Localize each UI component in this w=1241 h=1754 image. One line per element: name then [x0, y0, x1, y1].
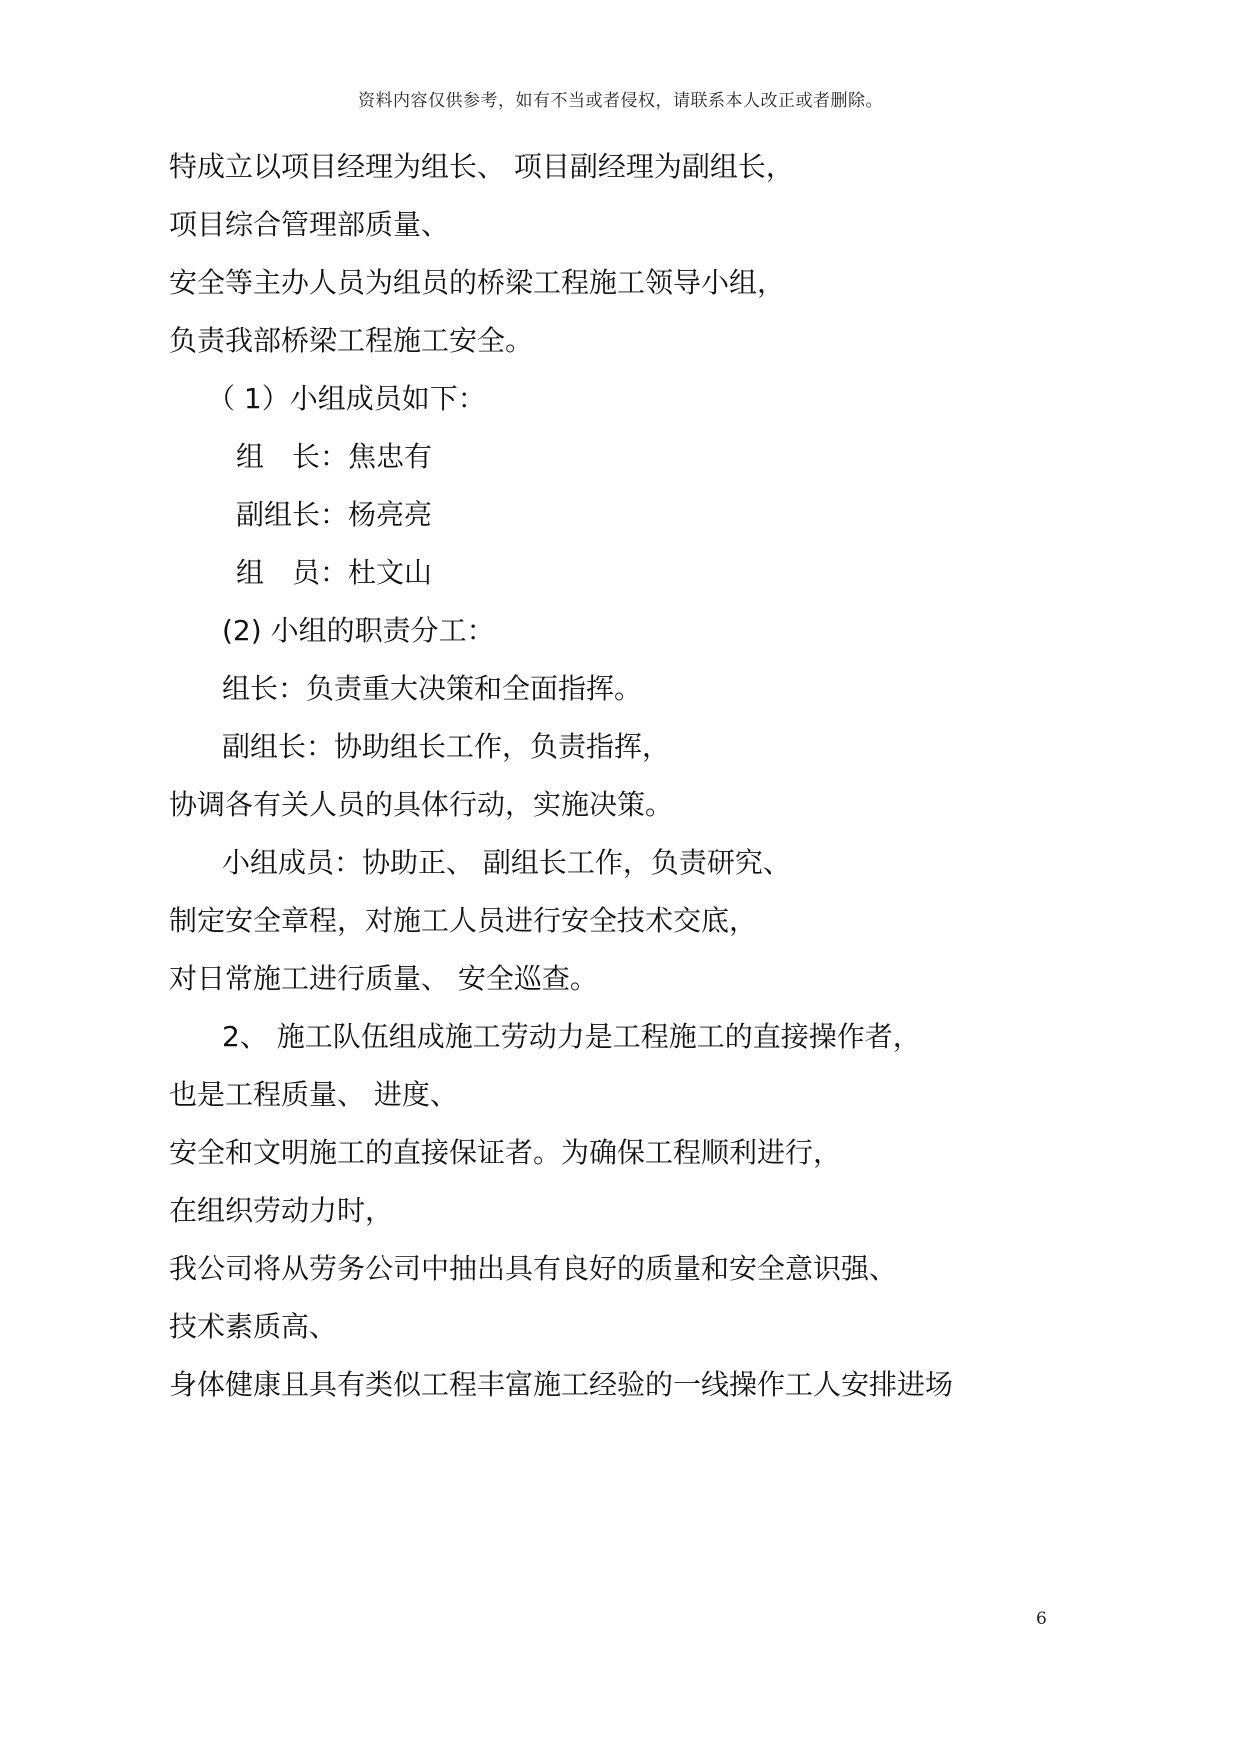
body-line-3: 安全等主办人员为组员的桥梁工程施工领导小组，: [169, 266, 786, 299]
body-line-6: 组 长：焦忠有: [236, 440, 433, 473]
body-line-20: 我公司将从劳务公司中抽出具有良好的质量和安全意识强、: [169, 1252, 898, 1285]
body-line-2: 项目综合管理部质量、: [169, 208, 450, 241]
body-line-22: 身体健康且具有类似工程丰富施工经验的一线操作工人安排进场: [169, 1368, 954, 1401]
body-line-16: 2、 施工队伍组成施工劳动力是工程施工的直接操作者，: [222, 1020, 921, 1053]
body-line-4: 负责我部桥梁工程施工安全。: [169, 324, 534, 357]
body-line-15: 对日常施工进行质量、 安全巡查。: [169, 962, 598, 995]
body-line-7: 副组长：杨亮亮: [236, 498, 433, 531]
body-line-11: 副组长：协助组长工作，负责指挥，: [222, 730, 671, 763]
body-line-10: 组长：负责重大决策和全面指挥。: [222, 672, 643, 705]
body-line-9: (2) 小组的职责分工：: [222, 614, 495, 647]
body-line-8: 组 员：杜文山: [236, 556, 433, 589]
body-line-18: 安全和文明施工的直接保证者。为确保工程顺利进行，: [169, 1136, 842, 1169]
body-line-21: 技术素质高、: [169, 1310, 338, 1343]
body-line-1: 特成立以项目经理为组长、 项目副经理为副组长，: [169, 150, 794, 183]
body-line-13: 小组成员：协助正、 副组长工作，负责研究、: [222, 846, 791, 879]
body-line-5: （ 1）小组成员如下：: [207, 382, 486, 415]
page-number: 6: [1036, 1609, 1047, 1629]
body-line-12: 协调各有关人员的具体行动，实施决策。: [169, 788, 674, 821]
body-line-14: 制定安全章程，对施工人员进行安全技术交底，: [169, 904, 758, 937]
header-disclaimer: 资料内容仅供参考，如有不当或者侵权，请联系本人改正或者删除。: [358, 91, 883, 111]
body-line-19: 在组织劳动力时，: [169, 1194, 394, 1227]
body-line-17: 也是工程质量、 进度、: [169, 1078, 458, 1111]
